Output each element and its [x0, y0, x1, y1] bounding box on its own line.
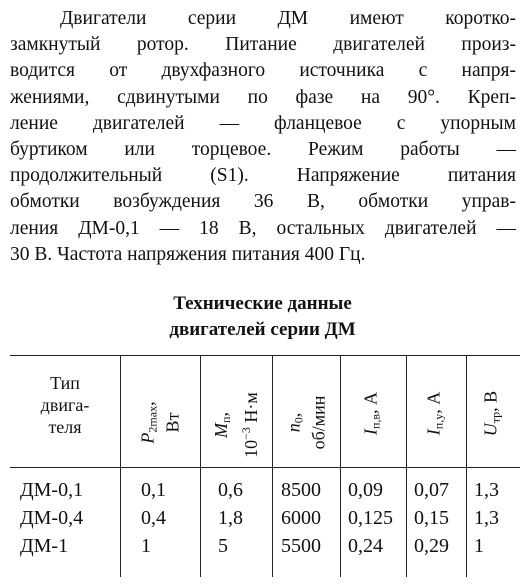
cell-power: 0,1 [141, 479, 166, 501]
column-divider [406, 355, 407, 577]
column-divider [200, 355, 201, 577]
column-divider [120, 355, 121, 577]
header-start-current-ctrl: $I_{п,у}$, А [423, 391, 446, 436]
cell-ictrl: 0,15 [414, 507, 449, 529]
paragraph-line: Двигатели серии ДМ имеют коротко- [60, 8, 516, 29]
cell-ictrl: 0,07 [414, 479, 449, 501]
header-power: $P_{2max}$, Вт [138, 373, 183, 473]
header-motor-type [10, 372, 120, 438]
header-power-symbol: P [137, 432, 158, 444]
column-divider [466, 355, 467, 577]
cell-torque: 0,6 [218, 479, 243, 501]
header-power-sub: 2max [145, 405, 160, 433]
cell-power: 0,4 [141, 507, 166, 529]
header-utr-sub: тр [488, 411, 503, 424]
cell-utr: 1,3 [474, 479, 499, 501]
column-divider [272, 355, 273, 577]
header-ictrl-unit: А [423, 391, 444, 405]
header-speed-sub: 0 [291, 417, 306, 424]
paragraph-line: ления ДМ-0,1 — 18 В, остальных двигателей — [10, 217, 516, 239]
header-iexc-sub: п,в [368, 413, 383, 430]
cell-type: ДМ-0,1 [20, 479, 84, 501]
header-utr-symbol: U [480, 423, 501, 437]
header-torque: $M_п$, $10^{-3}$ Н·м [211, 392, 261, 458]
paragraph-line: водится от двухфазного источника с напря- [10, 60, 516, 82]
paragraph-line: продолжительный (S1). Напряжение питания [10, 165, 516, 187]
header-ictrl-sub: п,у [431, 413, 446, 430]
header-utr-unit: В [480, 390, 501, 403]
cell-speed: 8500 [281, 479, 321, 501]
paragraph-line: ление двигателей — фланцевое с упорным [10, 112, 516, 134]
cell-speed: 5500 [281, 535, 321, 557]
paragraph-line: буртиком или торцевое. Режим работы — [10, 139, 516, 161]
header-speed-symbol: n [283, 423, 304, 433]
header-speed: $n_0$, об/мин [284, 373, 329, 473]
cell-speed: 6000 [281, 507, 321, 529]
table-top-rule [10, 355, 520, 356]
paragraph-line: замкнутый ротор. Питание двигателей произ- [10, 34, 516, 56]
header-torque-sub: п [219, 416, 233, 423]
cell-power: 1 [141, 535, 151, 557]
header-threshold-voltage: $U_{тр}$, В [480, 390, 503, 437]
header-type-line: теля [48, 417, 82, 437]
cell-torque: 5 [218, 535, 228, 557]
cell-type: ДМ-1 [20, 535, 69, 557]
table-header-rule [10, 467, 520, 468]
header-torque-unit: 10 [241, 439, 261, 458]
table-title-line-1: Технические данные [173, 293, 352, 314]
header-torque-symbol: M [211, 422, 231, 438]
header-torque-unit-tail: Н·м [241, 392, 261, 428]
header-ictrl-symbol: I [423, 429, 444, 436]
intro-paragraph [10, 6, 516, 268]
cell-iexc: 0,24 [348, 535, 383, 557]
cell-utr: 1 [474, 535, 484, 557]
cell-iexc: 0,09 [348, 479, 383, 501]
header-iexc-unit: А [360, 391, 381, 405]
paragraph-line: обмотки возбуждения 36 В, обмотки управ- [10, 191, 516, 213]
cell-torque: 1,8 [218, 507, 243, 529]
header-type-line: двига- [40, 395, 90, 415]
cell-ictrl: 0,29 [414, 535, 449, 557]
cell-iexc: 0,125 [348, 507, 393, 529]
header-torque-unit-exp: −3 [239, 427, 253, 440]
header-start-current-exc: $I_{п,в}$, А [360, 391, 383, 436]
cell-utr: 1,3 [474, 507, 499, 529]
paragraph-line: жениями, сдвинутыми по фазе на 90°. Креп- [10, 86, 516, 108]
column-divider [340, 355, 341, 577]
paragraph-line: 30 В. Частота напряжения питания 400 Гц. [10, 243, 366, 265]
header-power-unit: Вт [162, 412, 183, 433]
table-title-line-2: двигателей серии ДМ [169, 319, 356, 340]
header-speed-unit: об/мин [308, 395, 329, 450]
header-iexc-symbol: I [360, 429, 381, 436]
header-type-line: Тип [50, 373, 80, 393]
cell-type: ДМ-0,4 [20, 507, 84, 529]
